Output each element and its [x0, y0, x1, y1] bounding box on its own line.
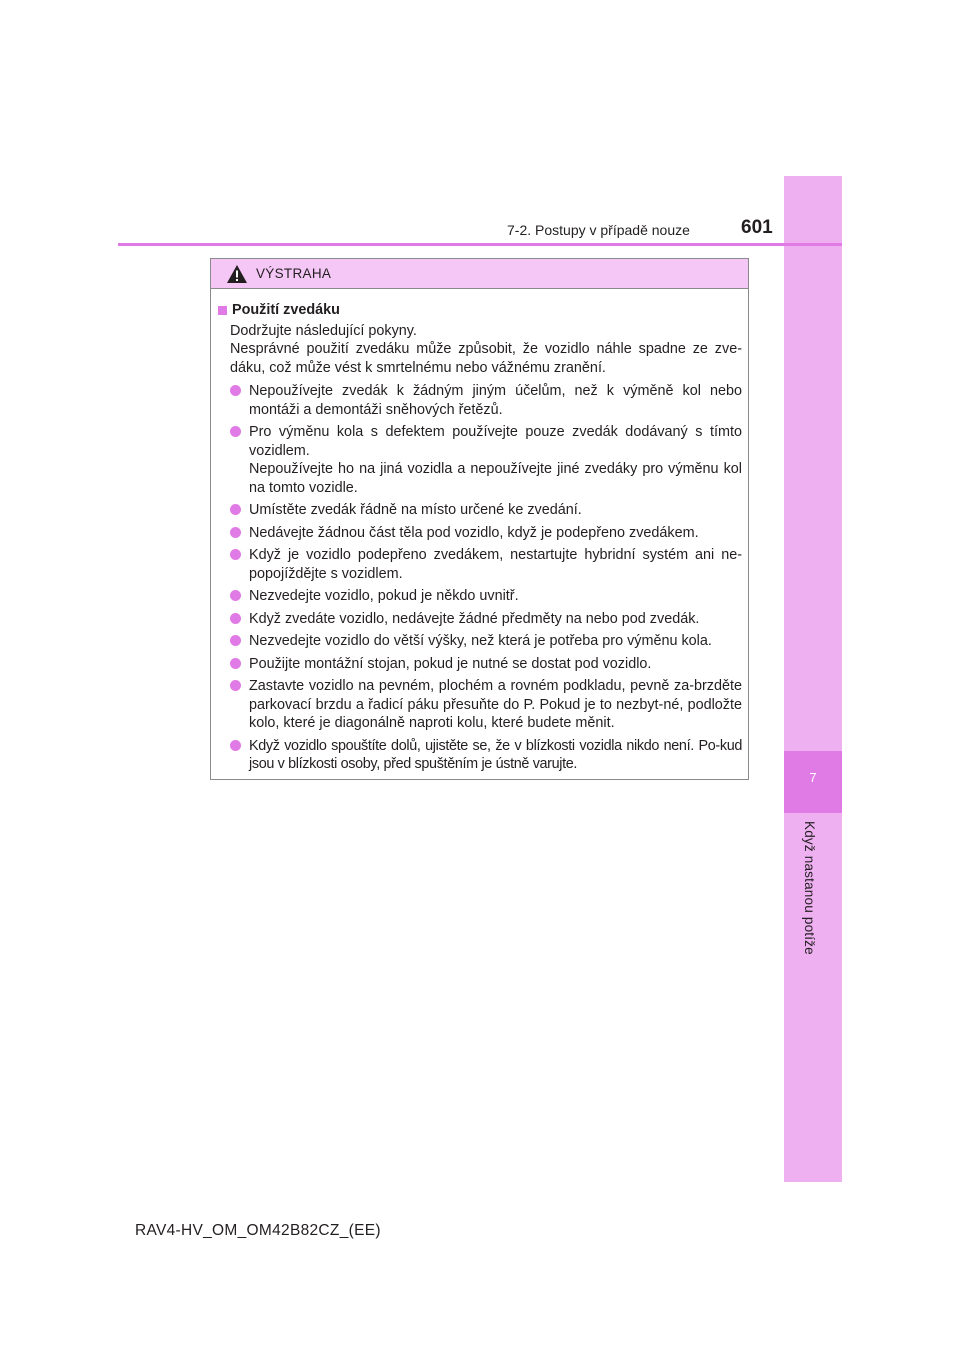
round-bullet-icon — [230, 740, 241, 751]
bullet-item: Nezvedejte vozidlo do větší výšky, než která je potřeba pro výměnu kola. — [230, 632, 742, 651]
round-bullet-icon — [230, 549, 241, 560]
warning-body — [211, 289, 748, 774]
intro-line: Nesprávné použití zvedáku může způsobit, že vozidlo náhle spadne ze zve-dáku, což může vést k smrtelnému nebo vážnému zranění. — [230, 341, 742, 376]
section-title: 7-2. Postupy v případě nouze — [507, 222, 690, 238]
warning-triangle-icon — [226, 264, 248, 284]
round-bullet-icon — [230, 613, 241, 624]
round-bullet-icon — [230, 504, 241, 515]
warning-box — [210, 258, 749, 780]
round-bullet-icon — [230, 426, 241, 437]
header-divider — [118, 243, 842, 246]
bullet-item: Nepoužívejte zvedák k žádným jiným účelům, než k výměně kol nebo montáži a demontáži sněhových řetězů. — [230, 382, 742, 419]
bullet-item: Nezvedejte vozidlo, pokud je někdo uvnitř. — [230, 587, 742, 606]
bullet-item: Zastavte vozidlo na pevném, plochém a rovném podkladu, pevně za-brzděte parkovací brzdu a řadicí páku přesuňte do P. Pokud je to nezbyt-né, podložte kolo, které je diagonálně naproti kolu, které budete měnit. — [230, 677, 742, 733]
round-bullet-icon — [230, 658, 241, 669]
subheading-text: Použití zvedáku — [232, 302, 340, 318]
document-code: RAV4-HV_OM_OM42B82CZ_(EE) — [135, 1222, 381, 1239]
chapter-side-tab — [784, 176, 842, 1182]
bullet-item: Nedávejte žádnou část těla pod vozidlo, když je podepřeno zvedákem. — [230, 524, 742, 543]
warning-bullet-list — [218, 382, 742, 774]
bullet-item: Použijte montážní stojan, pokud je nutné se dostat pod vozidlo. — [230, 655, 742, 674]
bullet-item: Když je vozidlo podepřeno zvedákem, nestartujte hybridní systém ani ne-popojíždějte s vozidlem. — [230, 546, 742, 583]
page-number: 601 — [741, 217, 773, 238]
round-bullet-icon — [230, 385, 241, 396]
round-bullet-icon — [230, 590, 241, 601]
round-bullet-icon — [230, 680, 241, 691]
round-bullet-icon — [230, 635, 241, 646]
bullet-item: Když zvedáte vozidlo, nedávejte žádné předměty na nebo pod zvedák. — [230, 610, 742, 629]
warning-header — [211, 259, 748, 289]
chapter-number-block — [784, 751, 842, 813]
bullet-item: Umístěte zvedák řádně na místo určené ke zvedání. — [230, 501, 742, 520]
chapter-title: Když nastanou potíže — [802, 821, 817, 955]
warning-subheading — [218, 301, 742, 320]
bullet-item: Pro výměnu kola s defektem používejte pouze zvedák dodávaný s tímto vozidlem. Nepoužívejte ho na jiná vozidla a nepoužívejte jiné zvedáky pro výměnu kol na tomto vozidle. — [230, 423, 742, 497]
square-bullet-icon — [218, 306, 227, 315]
intro-line: Dodržujte následující pokyny. — [230, 322, 417, 339]
bullet-item: Když vozidlo spouštíte dolů, ujistěte se, že v blízkosti vozidla nikdo není. Po-kud jsou v blízkosti osoby, před spuštěním je ústně varujte. — [230, 737, 742, 774]
chapter-number: 7 — [809, 770, 817, 785]
warning-title: VÝSTRAHA — [256, 266, 332, 281]
round-bullet-icon — [230, 527, 241, 538]
warning-intro — [218, 322, 742, 378]
